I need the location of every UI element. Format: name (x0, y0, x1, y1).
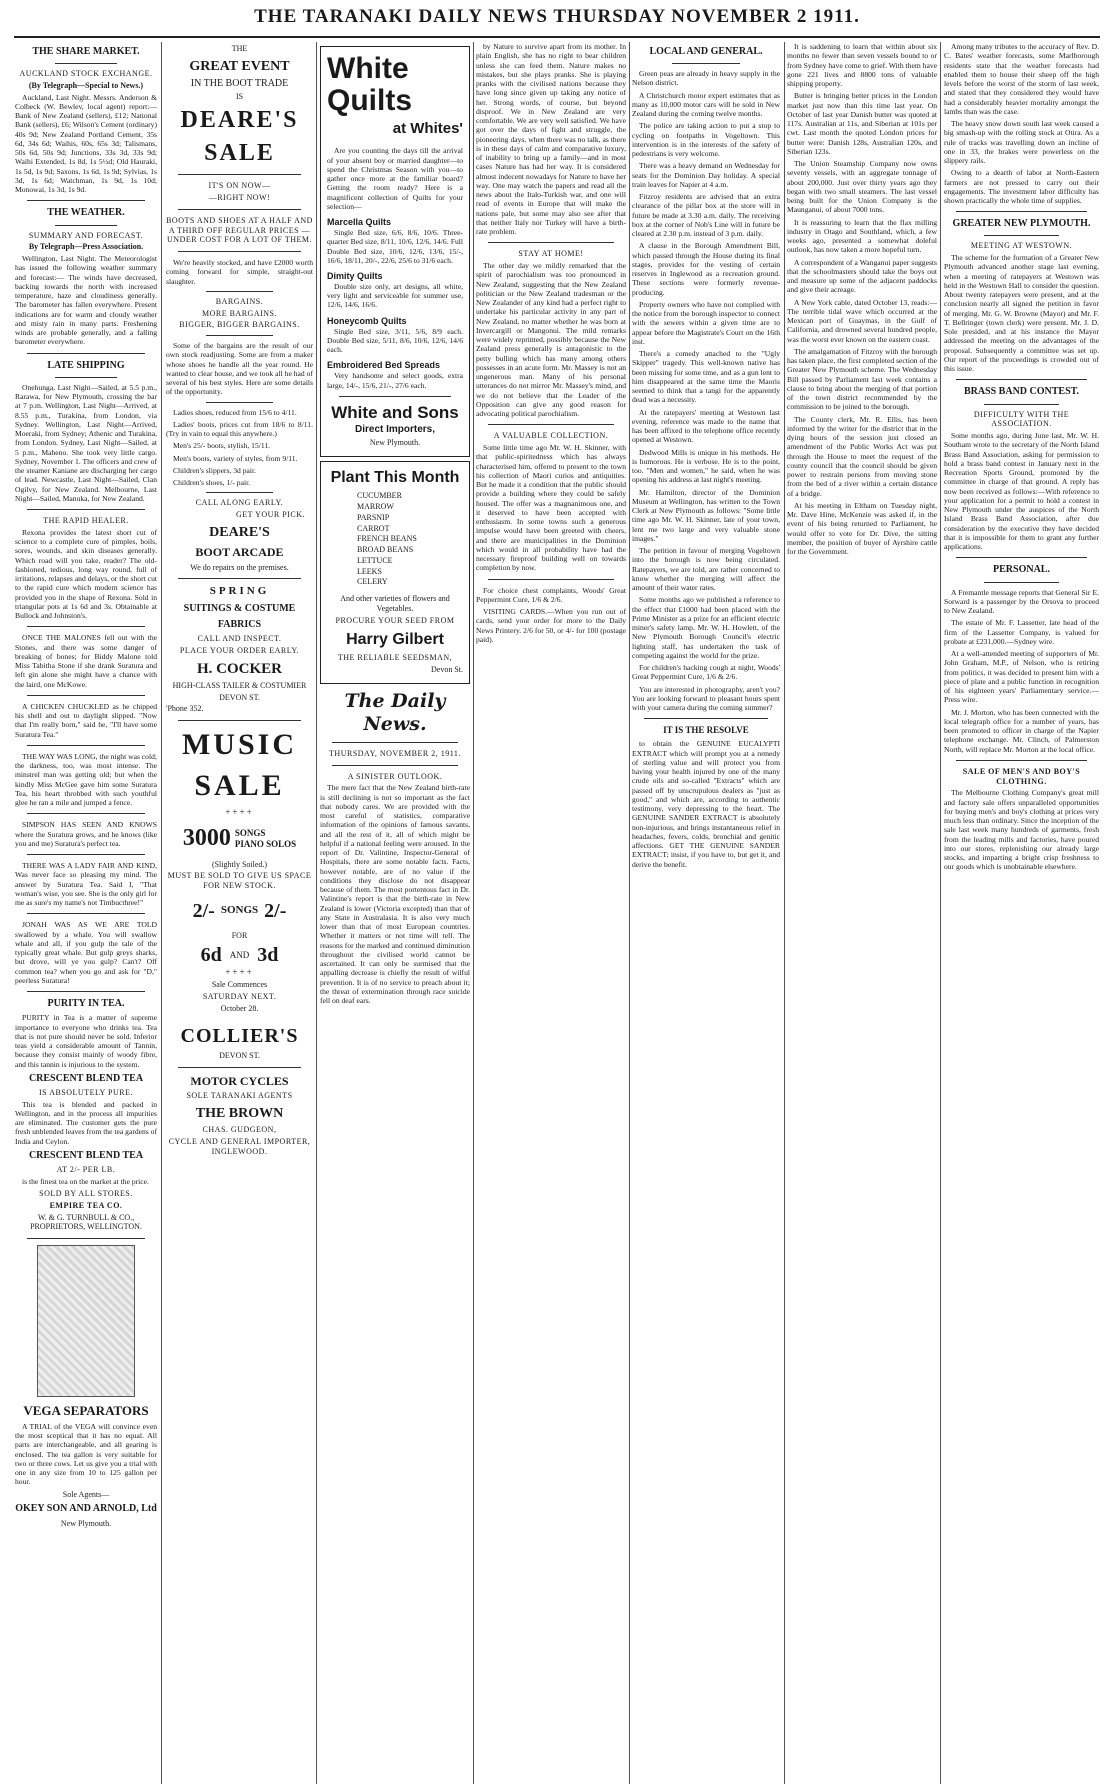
divider (206, 335, 273, 336)
divider (332, 742, 458, 743)
prices-row-2 (166, 943, 313, 967)
crescent-subheading: IS ABSOLUTELY PURE. (39, 1087, 133, 1097)
news-item: Green peas are already in heavy supply in the Nelson district. (632, 69, 780, 88)
repairs-line: We do repairs on the premises. (190, 562, 289, 572)
column-rule (316, 42, 317, 1784)
divider (178, 578, 301, 579)
honeycomb-heading: Honeycomb Quilts (327, 315, 407, 326)
great-event-heading: GREAT EVENT (189, 58, 290, 74)
news-item: At his meeting in Eltham on Tuesday night, Mr. Dave Hine, McKenzie was asked if, in the event of his being returned to Parliament, he would offer to vote for Dr. Dive, the sitting member, the position of buyer of Ayrshire cattle for the Government. (787, 500, 937, 556)
divider (27, 695, 145, 696)
piano-solos-label: PIANO SOLOS (234, 838, 297, 849)
shipping-heading: LATE SHIPPING (47, 359, 125, 371)
share-market-body: Auckland, Last Night. Messrs. Anderson & Colbeck (W. Bewlev, local agent) report:—Bank of New Zealand (sellers), £12; National Bank (sellers), £6; Wilson's Cement (ordinary) 40s 9d; New Zealand Portland Cement, 35s 6d, 34s 6d; Waihis, 60s, 65s 3d; Talismans, 50s 6d, 50s 9d; Junctions, 33s 3d, 33s 9d; Waihi Extended, 1s 8d, 1s 5½d; Old Hauraki, 1s 5d, 1s 9d; Saxons, 1s 6d, 1s 9d; Sylvias, 1s 3d, 1s 6d; Watchman, 1s 9d, 1s 10d; Monowai, 1s 3d, 1s 9d. (15, 92, 157, 195)
vega-okey: OKEY SON AND ARNOLD, Ltd (15, 1503, 157, 1515)
weather-subheading: SUMMARY AND FORECAST. (28, 230, 144, 240)
divider (956, 379, 1087, 380)
cocker-street: DEVON ST. (219, 692, 260, 702)
stock-exchange-subheading: AUCKLAND STOCK EXCHANGE. (19, 69, 153, 79)
news-item: You are interested in photography, aren't you? You are looking forward to pleasant hours spent with your camera during the coming summer? (632, 684, 780, 713)
news-item: A clause in the Borough Amendment Bill, which passed through the House during its final stages, provides for the vesting of certain reserves in Inglewood as a recreation ground. These sections were formerly revenue-producing. (632, 241, 780, 297)
news-item: Among many tributes to the accuracy of Rev. D. C. Bates' weather forecasts, some Marlborough residents state that the weather forecasts had enabled them to house their sheep off the high levels before the worst of the storm of last week, and stated that they considered they would have had a considerably heavier mortality amongst the lambs than was the case. (944, 42, 1099, 116)
bargains-body: Some of the bargains are the result of our own stock readjusting. Some are from a maker whose shoes he handle all the year round. He wanted to clear house, and we took all he had of several of his best styles. Here are some details of the opportunity. (166, 341, 313, 397)
spring-heading: SPRING (209, 585, 270, 598)
songs-label: SONGS (234, 828, 266, 839)
vegetable-item: BROAD BEANS (357, 545, 414, 555)
vega-body: A TRIAL of the VEGA will convince even the most sceptical that it has no equal. All parts are interchangeable, and all gearing is enclosed. The tea gallon is very suitable for two or three cows. Let us give you a trial with one in any size from 10 to 125 gallon per hour. (15, 1421, 157, 1487)
price-six: 6d (200, 943, 222, 966)
joke-item: ONCE THE MALONES fell out with the Stones, and there was some danger of breaking of bones; for Biddy Malone told Miss Tabitha Stone if she drank Suratura and left gin alone she might have a chance with the laird, one McKowe. (15, 633, 157, 689)
heavily-stocked-body: We're heavily stocked, and have £2000 worth coming forward for simple, straight-out slaughter. (166, 258, 313, 286)
masthead: THE TARANAKI DAILY NEWS THURSDAY NOVEMBER 2 1911. (254, 6, 860, 27)
is-label: IS (235, 92, 244, 102)
column-3 (320, 42, 470, 1784)
divider (55, 377, 117, 378)
vegetable-item: PARSNIP (357, 512, 390, 522)
white-sons-town: New Plymouth. (369, 437, 421, 447)
personal-heading: PERSONAL. (993, 564, 1050, 576)
marcella-body: Single Bed size, 6/6, 8/6, 10/6. Three-quarter Bed size, 8/11, 10/6, 12/6, 14/6. Full Double Bed size, 10/6, 12/6, 13/6, 15/-, 16/6, 18/11, 20/-, 22/6, 25/6 to 31/6 each. (327, 228, 463, 265)
dimity-heading: Dimity Quilts (327, 271, 383, 282)
cocker-phone: 'Phone 352. (166, 704, 204, 714)
divider (956, 211, 1087, 212)
news-item: It is reassuring to learn that the flax milling industry in Otago and Southland, which, a few weeks ago, presented a somewhat doleful outlook, has now taken a more hopeful turn. (787, 217, 937, 255)
news-item: Property owners who have not complied with the notice from the borough inspector to connect with the sewers within a given time are to appear before the Magistrate's Court on the 16th inst. (632, 299, 780, 346)
news-item: At the ratepayers' meeting at Westown last evening, reference was made to the name that has been affixed to the telephone office recently opened at Westown. (632, 407, 780, 445)
column-7 (944, 42, 1099, 1784)
greater-np-body: The scheme for the formation of a Greater New Plymouth advanced another stage last evening, when a meeting of ratepayers at Westown was held in the Westown Hall to consider the question. About twenty ratepayers were present, and at the conclusion nearly all signed the petition in favor of merging. Mr. G. W. Browne (Mayor) and Mr. F. T. Bellringer (town clerk) were present. Mr. J. D. Sole presided, and at his instance the Mayor addressed the meeting on the advantages of the proposal. Subsequently a committee was set up. Our report of the proceedings is crowded out of this issue. (944, 253, 1099, 374)
crescent-body: This tea is blended and packed in Wellington, and in the process all impurities are eliminated. The customer gets the pure fresh unblended leaves from the tea gardens of India and Ceylon. (15, 1099, 157, 1146)
news-item: A Christchurch motor expert estimates that as many as 10,000 motor cars will be sold in New Zealand during the coming twelve months. (632, 90, 780, 119)
bigger-bargains-line: BIGGER, BIGGER BARGAINS. (179, 320, 300, 330)
divider (27, 353, 145, 354)
divider (55, 63, 117, 64)
weather-body: Wellington, Last Night. The Meteorologist has issued the following weather summary and forecast:— The winds have decreased, backing towards the north with increased temperature, haze and cloudiness generally. The barometer has fallen everywhere. Present indications are for warm and cloudy weather and misty rain in many parts. Freshening winds are probable generally, and a falling barometer everywhere. (15, 254, 157, 347)
quilts-heading: Quilts (327, 83, 413, 117)
westown-subheading: MEETING AT WESTOWN. (970, 241, 1073, 251)
divider (206, 492, 273, 493)
choice-notice: For choice chest complaints, Woods' Great Peppermint Cure, 1/6 & 2/6. (476, 585, 626, 604)
news-item: The County clerk, Mr. R. Ellis, has been informed by the writer for the district that in the dying hours of the session just closed an amendment of the Public Works Act was put through the House to meet the request of the county council that the council should be given power to restrain persons from moving stone from the bed of a river within a certain distance of a bridge. (787, 414, 937, 498)
news-item: The Union Steamship Company now owns seventy vessels, with an aggregate tonnage of about 200,000. Just over thirty years ago they began with two small steamers. The last vessel being built for the Union Company is the Maunganui, of about 7000 tons. (787, 159, 937, 215)
news-item: There was a heavy demand on Wednesday for seats for the Dominion Day holiday. A special train leaves for Napier at 4 a.m. (632, 161, 780, 189)
joke-item: SIMPSON HAS SEEN AND KNOWS where the Suratura grows, and he knows (like you and me) Suratura's perfect tea. (15, 820, 157, 848)
column-5 (632, 42, 780, 1784)
dimity-body: Double size only, art designs, all white, very light and serviceable for summer use, 12/6, 14/6, 16/6. (327, 281, 463, 310)
divider (27, 626, 145, 627)
harry-gilbert: Harry Gilbert (346, 630, 444, 648)
divider (178, 251, 301, 252)
column-4 (476, 42, 626, 1784)
colliers-heading: COLLIER'S (180, 1024, 299, 1047)
seedsman-line: THE RELIABLE SEEDSMAN, (337, 653, 453, 663)
brown-heading: THE BROWN (195, 1106, 284, 1122)
joke-item: THERE WAS A LADY FAIR AND KIND, Was never face so pleasing my mind. The answer by Suratura Tea. Said I, "That woman's wise, you see. She is the only girl for me as sure's my name's not Timbucthree!" (15, 861, 157, 908)
price-item: Children's slippers, 3d pair. (173, 465, 256, 475)
column-6 (787, 42, 937, 1784)
divider (27, 1238, 145, 1239)
music-heading: MUSIC (181, 728, 297, 762)
marcella-heading: Marcella Quilts (327, 217, 392, 228)
honeycomb-body: Single Bed size, 3/11, 5/6, 8/9 each. Double Bed size, 5/11, 8/6, 10/6, 12/6, 14/6 each. (327, 326, 463, 355)
cocker-subheading: HIGH-CLASS TAILER & COSTUMIER (172, 680, 307, 690)
clothing-sale-body: The Melbourne Clothing Company's great mill and factory sale offers unparalleled opportunities for buying men's and boy's clothing at prices very much less than ordinary. Since the inception of the sale last week many hundreds of garments, fresh from the leading mills and factories, have poured into our stores, replenishing our already large stocks, and imparting a bright crisp freshness to our goods which is unobtainable elsewhere. (944, 788, 1099, 872)
divider (178, 174, 301, 175)
column-rule (473, 42, 474, 1784)
outlook-heading: A SINISTER OUTLOOK. (347, 771, 443, 781)
outlook-body: The mere fact that the New Zealand birth-rate is still declining is not so important as the fact that nobody cares. We are provided with the most careful of statistics, comparative information of the opinions of famous savants, and all the rest of it, all of which might be helpful if a national feeling were aroused. In the report of Dr. Valintine, Inspector-General of Hospitals, there are some notable facts. Facts, however notable, are of no value if the conditions they disclose do not disappear because of them. The most portentous fact in Dr. Valintine's report is that the birth-rate in New Zealand is lower (Victoria excepted) than that of any State in Australasia. It is also very much lower than that of most European countries. Whether it matters or not time will tell. The reasons for the marked and continued diminution throughout the civilised world cannot be ascertained. It can only be surmised that the appalling decrease is chiefly the result of wilful prevention. It is of no service to preach about it; the threat of extermination through race suicide fell on deaf ears. (320, 783, 470, 1006)
column-rule (161, 42, 162, 1784)
news-item: For children's hacking cough at night, Woods' Great Peppermint Cure, 1/6 & 2/6. (632, 663, 780, 682)
direct-importers: Direct Importers, (354, 423, 436, 435)
divider (27, 913, 145, 914)
october-date: October 28. (220, 1003, 259, 1013)
valuable-collection-body: Some little time ago Mr. W. H. Skinner, with that public-spiritedness which has always characterised him, offered to present to the town his collection of Maori curios and antiquities. But he made it a condition that the public should provide a building where they could be safely housed. The offer was a magnanimous one, and it deserved to have been accepted with enthusiasm. In some towns such a generous impulse would have been greeted with cheers, and there are municipalities in the Dominion which would in all probability have had the necessary fireproof building well on towards completion by now. (476, 443, 626, 573)
quilts-body: Are you counting the days till the arrival of your absent boy or married daughter—to spend the Christmas Season with you—to gather once more at the familiar board? Getting the room ready? Here is a magnificent collection of Quilts for your selection— (327, 146, 463, 211)
divider (488, 579, 614, 580)
divider (27, 745, 145, 746)
vegetable-list (327, 491, 463, 588)
vega-town: New Plymouth. (60, 1518, 112, 1528)
outlook-continued: by Nature to survive apart from its mother. In plain English, she has no right to bear children unless she can feed them. Nature makes no mistakes, but she plays pranks. She is playing pranks with the civilised nations because they have long since given up taking any notice of her. Strong words, of course, but beyond disproof. We in New Zealand are very comfortable. We are very well satisfied. We have got over the days of fight and struggle, the pioneering days, when there was no talk, as there is in these days of calm and comparative luxury, of inability to bring up a family—and in most cases Nature has had her way. It is considered almost indecent nowadays for Nature to have her way. One may watch the papers and read all the news about the Italo-Turkish war, and one will read of events in Europe that will make the nations pale, but some may also see after that that neither Italy nor Turkey will have a birth-rate problem. (476, 42, 626, 236)
joke-item: THE WAY WAS LONG, the night was cold; the darkness, too, was most intense. The minstrel man was getting old; but when the kindly Miss McGee gave him some Suratura Tea, his heart throbbed with such youthful glee he ran a mile and jumped a fence. (15, 751, 157, 808)
crescent-body-2: is the finest tea on the market at the price. (22, 1176, 149, 1186)
column-rule (940, 42, 941, 1784)
embroidered-body: Very handsome and select goods, extra large, 14/-, 15/6, 21/-, 27/6 each. (327, 371, 463, 390)
news-item: A New York cable, dated October 13, reads:—The terrible tidal wave which occurred at the Mexican port of Guaymas, in the Gulf of California, and drowned several hundred people, was the worst ever known on the eastern coast. (787, 297, 937, 344)
column-1 (15, 42, 157, 1784)
shipping-body: Onehunga, Last Night—Sailed, at 5.5 p.m., Rarawa, for New Plymouth, crossing the bar at 7 p.m. Wellington, Last Night—Arrived, at 8.55 p.m., Turakina, from London, via Sydney. Wellington, Last Night—Arrived, Moeraki, from Sydney; Athenic and Turakina, from London. Sydney, Last Night—Sailed, at 5 p.m., Maheno. She took very little cargo. Sydney, November 1. The officers and crew of the steamer Kaniane are discharging her cargo of lead. Newcastle, Last Night—Sailed, Clan Ogilvy, for New Zealand. Melbourne, Last Night—Sailed, Manuka, for New Zealand. (15, 382, 157, 503)
call-inspect: CALL AND INSPECT. (197, 634, 282, 644)
divider (644, 718, 768, 719)
vegetable-item: LETTUCE (357, 555, 393, 565)
divider (27, 509, 145, 510)
vegetable-item: CELERY (357, 577, 388, 587)
news-item: A correspondent of a Wanganui paper suggests that the schoolmasters should take the boys out and measure up some of the adjacent paddocks and give their acreage. (787, 257, 937, 295)
divider (488, 242, 614, 243)
healer-heading: THE RAPID HEALER. (43, 516, 129, 526)
fabrics-heading: FABRICS (217, 618, 262, 630)
divider (339, 396, 451, 397)
empire-tea: EMPIRE TEA CO. (49, 1200, 123, 1210)
divider (206, 402, 273, 403)
at-whites: at Whites' (392, 120, 463, 137)
news-item: The petition in favour of merging Vogeltown into the borough is now being circulated. Ratepayers, we are told, are rather concerned to know whether the merging will affect the amount of their water rates. (632, 546, 780, 593)
news-item: Owing to a dearth of labor at North-Eastern farmers are not pressed to carry out their engagements. The investment labor difficulty has shown practically the whole time of supplies. (944, 168, 1099, 205)
deares-boot-heading: DEARE'S (209, 524, 270, 540)
masthead-rule (14, 36, 1100, 38)
personal-item: At a well-attended meeting of supporters of Mr. John Graham, M.P., of Nelson, who is retiring from politics, it was decided to present him with a piece of plate and a public function in recognition of his eighteen years' Parliamentary service.—Press wire. (944, 649, 1099, 705)
healer-body: Rexona provides the latest short cut of science to a complete cure of pimples, boils, sores, wounds, and skin diseases generally. Which road will you take, reader? The old-fashioned, tedious, long way round, full of irritations, relapses and delays, or the short cut to the rapid cure which modern science has provided you in the shape of Rexona. Sold in triangular pots at 1s 6d and 3s. Obtainable at Bullock and Johnston's. (15, 527, 157, 621)
divider (178, 209, 301, 210)
its-on-now: IT'S ON NOW— (208, 181, 271, 191)
ornament: ++++ (225, 967, 254, 978)
column-2 (166, 42, 313, 1784)
personal-item: The estate of Mr. F. Lassetter, late head of the firm of the Lassetter Company, is valued for probate at £231,000.—Sydney wire. (944, 618, 1099, 646)
crescent-heading: CRESCENT BLEND TEA (28, 1072, 144, 1084)
news-item: Dedwood Mills is unique in his methods. He is humorous. He is verbose. He is to the point, too. "Men and women," he said, when he was opening his address at last night's meeting. (632, 447, 780, 485)
divider (178, 1067, 301, 1068)
visiting-cards-notice: VISITING CARDS.—When you run out of cards, send your order for more to the Daily News Printery. 2/6 for 50, or 4/- for 100 (postage paid). (476, 607, 626, 644)
local-general-heading: LOCAL AND GENERAL. (649, 46, 763, 57)
crescent-heading-2: CRESCENT BLEND TEA (28, 1149, 144, 1161)
personal-item: Mr. J. Morton, who has been connected with the local telegraph office for a number of years, has been promoted to officer in charge of the Napier telephone exchange. Mr. Clinch, of Palmerston North, will replace Mr. Morton at the local office. (944, 707, 1099, 754)
price-item: Men's 25/- boots, stylish, 15/11. (173, 441, 271, 451)
greater-np-heading: GREATER NEW PLYMOUTH. (952, 218, 1091, 230)
boot-arcade-heading: BOOT ARCADE (195, 544, 284, 559)
sold-by: SOLD BY ALL STORES. (39, 1189, 133, 1199)
suitings-heading: SUITINGS & COSTUME (183, 602, 296, 614)
divider (27, 991, 145, 992)
valuable-collection-heading: A VALUABLE COLLECTION. (493, 431, 609, 441)
telegraph-line: (By Telegraph—Special to News.) (28, 80, 144, 90)
vega-agents: Sole Agents— (62, 1489, 110, 1499)
brass-band-heading: BRASS BAND CONTEST. (963, 386, 1080, 398)
divider (984, 235, 1059, 236)
plant-heading: Plant This Month (330, 468, 460, 486)
divider (27, 854, 145, 855)
cycle-importer: CYCLE AND GENERAL IMPORTER, INGLEWOOD. (168, 1136, 311, 1156)
divider (178, 720, 301, 721)
separator-illustration (37, 1245, 135, 1397)
joke-item: A CHICKEN CHUCKLED as he chipped his shell and out to daylight slipped. "Now that I'm really born," said he, "I'll have some Suratura Tea." (15, 701, 157, 739)
clothing-sale-heading: SALE OF MEN'S AND BOY'S CLOTHING. (962, 766, 1081, 786)
divider (984, 582, 1059, 583)
gudgeon: CHAS. GUDGEON, (202, 1125, 277, 1135)
price-item: Men's boots, variety of styles, from 9/11. (173, 453, 298, 463)
saturday-next: SATURDAY NEXT. (202, 992, 277, 1001)
other-varieties: And other varieties of flowers and Vegetables. (340, 594, 450, 614)
ornament: ++++ (225, 807, 254, 818)
vega-heading: VEGA SEPARATORS (23, 1403, 149, 1419)
joke-item: JONAH WAS AS WE ARE TOLD swallowed by a whale. You will swallow whale and all, if you gulp the tale of the typically great whale. But gulp greys sharks, but drove, will ye you gulp? Can't? Off common tea? when you go and ask for "D," peerless Suratura! (15, 920, 157, 985)
price-item: Ladies shoes, reduced from 15/6 to 4/11. (173, 407, 297, 417)
prices-row (166, 899, 313, 923)
songs-row (166, 824, 313, 853)
crescent-price: AT 2/- PER LB. (56, 1165, 116, 1175)
for-label: FOR (231, 931, 248, 941)
divider (332, 765, 458, 766)
divider (206, 291, 273, 292)
white-quilts-ad (320, 46, 470, 457)
and-label: AND (229, 949, 250, 960)
news-item: Butter is bringing better prices in the London market just now than this time last year. On October of last year Danish butter was quoted at 117s. Australian at 11s, and Siberian at 101s per cwt. Last month the quoted London prices for butter were: Danish 128s, Australian 120s, and Siberian 123s. (787, 91, 937, 156)
personal-item: A Fremantle message reports that General Sir E. Sorward is a passenger by the Orsova to proceed to New Zealand. (944, 587, 1099, 616)
must-be-sold: MUST BE SOLD TO GIVE US SPACE FOR NEW STOCK. (167, 871, 312, 890)
place-order: PLACE YOUR ORDER EARLY. (179, 645, 300, 655)
songs-label-2: SONGS (220, 904, 259, 917)
daily-news-title: The Daily News. (344, 689, 446, 735)
news-item: The heavy snow down south last week caused a big smash-up with the rolling stock at Otira. As a rule of tracks was travelling down an incline of one in 33, the brakes were powerless on the slippery rails. (944, 119, 1099, 165)
weather-telegraph: By Telegraph—Press Association. (28, 242, 144, 252)
resolve-body: to obtain the GENUINE EUCALYPTI EXTRACT which will prompt you at a remedy of sterling value and will protect you from having your health injured by one of the many crude oils and so-called "Extracts" which are passed off by unscrupulous dealers as "just as good," and which are, according to authentic testimony, very depressing to the heart. The GENUINE SANDER EXTRACT is absolutely non-injurious, and brings instantaneous relief in headaches, fevers, colds, bronchial and genitic affections. GET THE GENUINE SANDER EXTRACT; insist, if you have to, but get it, and derive the benefit. (632, 739, 780, 869)
get-pick: GET YOUR PICK. (235, 510, 305, 520)
call-early: CALL ALONG EARLY. (195, 498, 284, 508)
empire-proprietors: W. & G. TURNBULL & CO., PROPRIETORS, WELLINGTON. (30, 1212, 142, 1232)
boot-trade-line: IN THE BOOT TRADE (190, 77, 289, 89)
weather-heading: THE WEATHER. (47, 207, 125, 219)
procure-line: PROCURE YOUR SEED FROM (335, 615, 455, 625)
brass-band-subheading: DIFFICULTY WITH THE ASSOCIATION. (973, 409, 1070, 429)
column-rule (629, 42, 630, 1784)
white-heading: White (327, 52, 409, 85)
music-sale-heading: SALE (194, 768, 285, 802)
vegetable-item: CARROT (357, 523, 390, 533)
divider (956, 760, 1087, 761)
vegetable-item: FRENCH BEANS (357, 534, 417, 544)
divider (984, 404, 1059, 405)
news-item: It is saddening to learn that within about six months no fewer than seven vessels bound to or from Sydney have come to grief. With them have gone 221 lives and 8800 tons of valuable shipping property. (787, 42, 937, 88)
sale-commences: Sale Commences (211, 980, 268, 990)
purity-body: PURITY in Tea is a matter of supreme importance to everyone who drinks tea. Tea that is not pure should never be sold. Inferior teas yield a considerable amount of Tannin, because they consist mainly of woody fibre, and this tannin is injurious to the system. (15, 1013, 157, 1069)
three-thousand: 3000 (182, 825, 231, 852)
vegetable-item: CUCUMBER (357, 491, 402, 501)
plant-ad (320, 461, 470, 684)
divider (27, 813, 145, 814)
sale-heading: SALE (204, 140, 275, 167)
bargains-line: BARGAINS. (215, 296, 264, 306)
the-label: THE (231, 44, 248, 53)
boots-shoes-line: BOOTS AND SHOES AT A HALF AND A THIRD OFF REGULAR PRICES — UNDER COST FOR A LOT OF THEM. (166, 215, 313, 245)
dateline: THURSDAY, NOVEMBER 2, 1911. (329, 748, 461, 758)
news-item: The amalgamation of Fitzroy with the borough has taken place, the first completed section of the Greater New Plymouth scheme. The Wednesday Bill passed by Parliament last week contains a clause to bring about the merging of that portion of the town district recommended by the commission to be joined to the borough. (787, 346, 937, 412)
colliers-street: DEVON ST. (219, 1050, 260, 1060)
news-item: Some months ago we published a reference to the effect that £1000 had been placed with the Prime Minister as a prize for an efficient electric miner's safety lamp. Mr. W. H. Howlett, of the New Plymouth Borough Council's electric lighting staff, has undertaken the task of competing against the world for the prize. (632, 595, 780, 660)
price-three: 3d (257, 943, 279, 966)
songs-solos (235, 828, 296, 850)
divider (27, 200, 145, 201)
purity-heading: PURITY IN TEA. (47, 998, 125, 1010)
right-now: —RIGHT NOW! (208, 193, 271, 203)
brass-band-body: Some months ago, during June last, Mr. W. H. Southam wrote to the secretary of the North Island Brass Band Association, asking for permission to hold a brass band contest in January next in the Recreation Sports Ground, promoted by the committee in charge of that ground. A reply has now been received as follows:—With reference to your application for a permit to hold a contest in New Plymouth under the auspices of the North Island Brass Band Association, after due consideration by the executive they have decided that it is impossible for them to grant any further applications. (944, 431, 1099, 552)
seedsman-street: Devon St. (431, 664, 463, 674)
more-bargains-line: MORE BARGAINS. (201, 308, 277, 318)
motor-cycles-heading: MOTOR CYCLES (190, 1073, 289, 1088)
divider (672, 63, 740, 64)
slightly-soiled: (Slightly Soiled.) (211, 859, 268, 869)
resolve-heading: IT IS THE RESOLVE (663, 725, 749, 736)
news-item: The police are taking action to put a stop to cycling on footpaths in Vogeltown. This intervention is in the interests of the safety of pedestrians is very welcome. (632, 121, 780, 159)
price-two-2: 2/- (264, 899, 287, 922)
stay-home-heading: STAY AT HOME! (518, 249, 584, 259)
stay-home-body: The other day we mildly remarked that the spirit of parochialism was too pronounced in New Zealand, suggesting that the New Zealand politician or the New Zealand tradesman or the New Zealander of any kind had a perfect right to undertake his particular activity in any part of New Zealand, no matter whether he was born at Invercargill or Mangonui. The mild remarks were widely reprinted, possibly because the New Zealand press generally is antagonistic to the petty bulling which has many among others possesses in an acute form. Mr. Massey is not an ungenerous man. Many of his personal utterances do not mirror Mr. Massey's mind, and we do not believe that the Leader of the Opposition can give any good reason for advocating political parochialism. (476, 261, 626, 418)
news-item: There's a comedy attached to the "Ugly Skipper" tragedy. This well-known native has been missing for some time, and as a gun lent to him disappeared at the same time the Maoris seemed to think that a tangi for the apparently dead was a necessity. (632, 349, 780, 405)
embroidered-heading: Embroidered Bed Spreads (327, 360, 441, 371)
vegetable-item: LEEKS (357, 566, 382, 576)
share-market-heading: THE SHARE MARKET. (32, 46, 140, 57)
news-item: Fitzroy residents are advised that an extra clearance of the pillar box at the store will in future be made at 3.30 a.m. daily. The receiving box at the corner of Nob's Line will in future be cleared at 2.30 p.m. instead of 3 p.m. daily. (632, 192, 780, 239)
divider (956, 557, 1087, 558)
deares-heading: DEARE'S (180, 106, 299, 133)
news-item: Mr. Hamilton, director of the Dominion Museum at Wellington, has written to the Town Clerk at New Plymouth as follows: "Some little time ago Mr. W. H. Skinner, late of your town, lent me two large and very valuable stone images." (632, 487, 780, 543)
price-item: Children's shoes, 1/- pair. (173, 478, 251, 488)
divider (488, 424, 614, 425)
cocker-heading: H. COCKER (196, 660, 282, 677)
price-item: Ladies' boots, prices cut from 18/6 to 8/11. (Try in vain to equal this anywhere.) (166, 419, 313, 439)
price-two: 2/- (192, 899, 215, 922)
divider (55, 225, 117, 226)
column-rule (784, 42, 785, 1784)
sole-agents: SOLE TARANAKI AGENTS (186, 1091, 293, 1101)
vegetable-item: MARROW (357, 501, 394, 511)
white-sons-heading: White and Sons (331, 402, 459, 422)
